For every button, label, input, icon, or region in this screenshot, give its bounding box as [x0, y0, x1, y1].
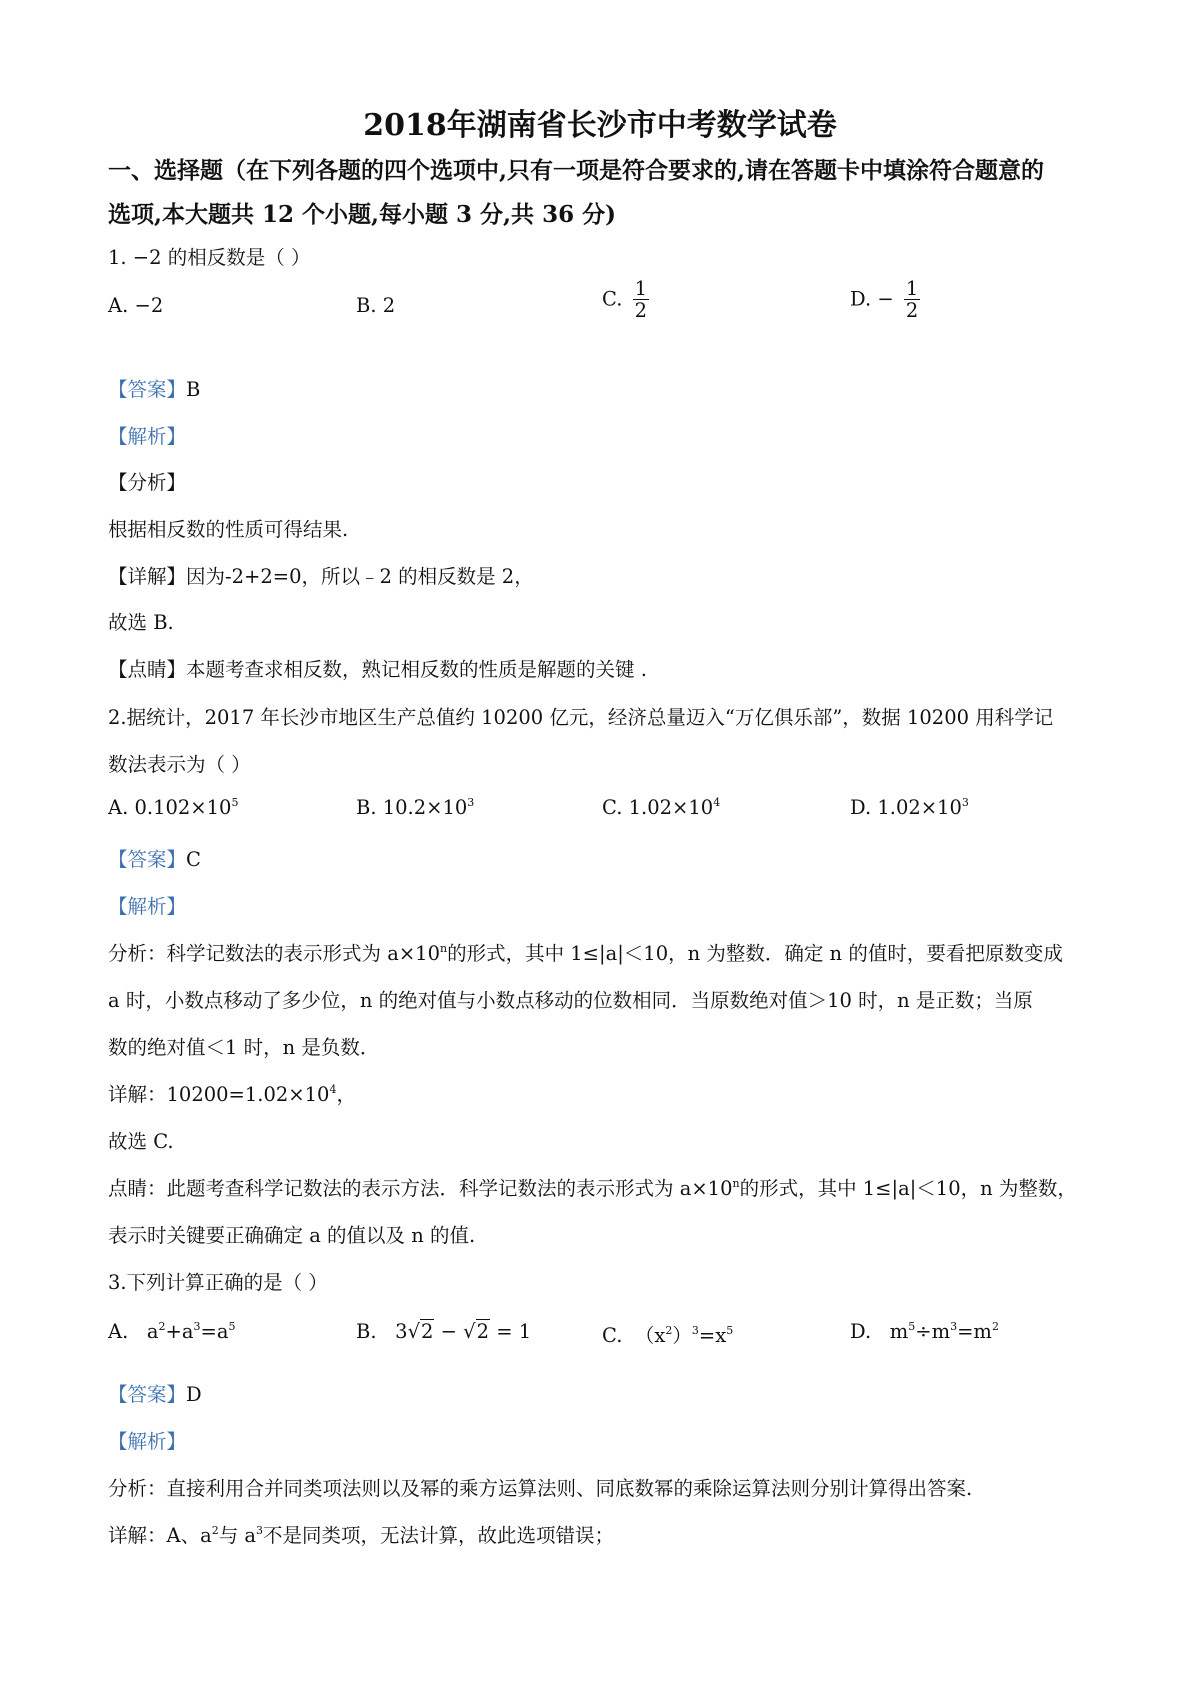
q2-answer-label: 【答案】 — [108, 848, 187, 871]
q2-comment-line2: 表示时关键要正确确定 a 的值以及 n 的值. — [108, 1224, 476, 1247]
q3-option-d-label: D. — [850, 1320, 872, 1343]
q3-option-b-radicand1: 2 — [421, 1320, 434, 1343]
q2-analysis-line1 — [108, 938, 1063, 966]
q3-detail-a: 详解：A、a — [108, 1524, 212, 1547]
q1-option-d — [850, 278, 920, 322]
page-title: 2018年湖南省长沙市中考数学试卷 — [363, 108, 837, 143]
q3-option-b-sqrt1: √2 — [407, 1320, 434, 1343]
q3-option-d-base1: m — [889, 1320, 909, 1343]
q2-answer — [108, 844, 201, 872]
q1-answer-value: B — [186, 378, 201, 401]
q1-detail — [108, 561, 534, 589]
q3-option-c-exp1: 2 — [665, 1324, 673, 1337]
q1-answer — [108, 374, 200, 402]
q3-option-d-exp3: 2 — [991, 1320, 999, 1333]
q1-answer-label: 【答案】 — [108, 378, 187, 401]
q1-option-c-numerator: 1 — [634, 277, 648, 300]
q2-comment-line1-b: 的形式，其中 1≤|a|＜10，n 为整数， — [739, 1177, 1077, 1200]
q3-option-b-label: B. — [356, 1320, 377, 1343]
q1-comment — [108, 654, 647, 682]
q3-option-c-exp3: 5 — [726, 1324, 734, 1337]
q3-option-c-base3: =x — [698, 1324, 727, 1347]
q3-detail — [108, 1520, 614, 1548]
q3-option-c-exp2: 3 — [691, 1324, 699, 1337]
q2-option-d-text: D. 1.02×10 — [850, 796, 962, 819]
q3-answer-label: 【答案】 — [108, 1383, 187, 1406]
q3-detail-exp1: 2 — [211, 1524, 219, 1537]
q2-stem-line1: 2.据统计，2017 年长沙市地区生产总值约 10200 亿元，经济总量迈入“万亿俱乐部”，数据 10200 用科学记 — [108, 706, 1054, 729]
q1-option-c-denominator: 2 — [634, 299, 648, 323]
q2-analysis-line1-a: 分析：科学记数法的表示形式为 a×10 — [108, 942, 440, 965]
q2-option-d — [850, 796, 969, 819]
q3-option-a-exp2: 3 — [193, 1320, 201, 1333]
q2-option-d-exp: 3 — [961, 796, 969, 809]
q2-analysis-label: 【解析】 — [108, 895, 187, 918]
section-heading-line1: 一、选择题（在下列各题的四个选项中,只有一项是符合要求的,请在答题卡中填涂符合题意的 — [108, 157, 1045, 184]
q1-fenxi-text: 根据相反数的性质可得结果. — [108, 518, 349, 541]
q1-option-d-denominator: 2 — [905, 299, 919, 323]
q2-analysis-line3: 数的绝对值＜1 时，n 是负数． — [108, 1036, 380, 1059]
q3-detail-exp2: 3 — [256, 1524, 264, 1537]
q3-option-b — [356, 1320, 531, 1343]
q2-analysis-line2: a 时，小数点移动了多少位，n 的绝对值与小数点移动的位数相同．当原数绝对值＞10 时，n 是正数；当原 — [108, 989, 1033, 1012]
q3-option-d-base2: ÷m — [915, 1320, 951, 1343]
q2-option-c — [602, 796, 720, 819]
q2-analysis-line1-exp: n — [439, 942, 448, 955]
q2-answer-value: C — [186, 848, 201, 871]
q1-stem: 1. −2 的相反数是（ ） — [108, 246, 311, 269]
q1-option-a: A. −2 — [108, 294, 164, 317]
q1-option-d-numerator: 1 — [905, 277, 919, 300]
q3-option-d-exp2: 3 — [950, 1320, 958, 1333]
q1-option-c-label: C. — [602, 287, 623, 311]
q3-option-b-result: = 1 — [490, 1320, 532, 1343]
q2-detail-b: ， — [336, 1083, 356, 1106]
q2-stem-line2: 数法表示为（ ） — [108, 753, 251, 776]
q1-comment-text: 本题考查求相反数，熟记相反数的性质是解题的关键 . — [186, 658, 647, 681]
q3-analysis: 分析：直接利用合并同类项法则以及幂的乘方运算法则、同底数幂的乘除运算法则分别计算得出答案. — [108, 1477, 973, 1500]
q3-option-a-exp1: 2 — [158, 1320, 166, 1333]
q3-option-a-base2: +a — [165, 1320, 194, 1343]
q1-conclusion: 故选 B. — [108, 611, 174, 634]
q1-option-d-label: D. − — [850, 287, 894, 311]
q3-option-c-label: C. — [602, 1324, 623, 1347]
q2-comment-line1-a: 点睛：此题考查科学记数法的表示方法．科学记数法的表示形式为 a×10 — [108, 1177, 733, 1200]
q2-detail — [108, 1079, 356, 1107]
q1-analysis-label: 【解析】 — [108, 425, 187, 448]
q3-answer — [108, 1379, 202, 1407]
q3-option-a-base1: a — [146, 1320, 159, 1343]
q1-option-c-fraction — [633, 278, 649, 322]
q2-detail-a: 详解：10200=1.02×10 — [108, 1083, 330, 1106]
q1-comment-label: 【点睛】 — [108, 658, 187, 681]
q2-option-c-exp: 4 — [713, 796, 721, 809]
q2-option-b — [356, 796, 474, 819]
q3-option-c-paren: ） — [672, 1324, 692, 1347]
q2-analysis-line1-b: 的形式，其中 1≤|a|＜10，n 为整数．确定 n 的值时，要看把原数变成 — [447, 942, 1063, 965]
q2-option-a — [108, 796, 238, 819]
q2-comment-line1-exp: n — [732, 1177, 740, 1190]
q3-option-d-base3: =m — [957, 1320, 992, 1343]
q1-detail-text: 因为-2+2=0，所以﹣2 的相反数是 2， — [186, 565, 534, 588]
q3-option-a-label: A. — [108, 1320, 129, 1343]
q2-option-c-text: C. 1.02×10 — [602, 796, 714, 819]
q3-detail-b: 与 a — [218, 1524, 257, 1547]
q3-answer-value: D — [186, 1383, 202, 1406]
q2-option-b-text: B. 10.2×10 — [356, 796, 468, 819]
q2-option-b-exp: 3 — [467, 796, 475, 809]
q3-detail-c: 不是同类项，无法计算，故此选项错误； — [263, 1524, 615, 1547]
q3-option-c — [602, 1320, 733, 1348]
q2-conclusion: 故选 C. — [108, 1130, 174, 1153]
q2-option-a-text: A. 0.102×10 — [108, 796, 232, 819]
q3-stem: 3.下列计算正确的是（ ） — [108, 1271, 328, 1294]
q3-option-a-base3: =a — [200, 1320, 229, 1343]
q2-option-a-exp: 5 — [231, 796, 239, 809]
q1-option-d-fraction — [904, 278, 920, 322]
q3-option-b-minus: − — [434, 1320, 464, 1343]
q2-comment-line1 — [108, 1173, 1077, 1201]
q3-option-a — [108, 1320, 235, 1343]
q3-option-b-radicand2: 2 — [476, 1320, 490, 1343]
q3-option-b-sqrt2: √2 — [463, 1320, 490, 1343]
section-heading-line2: 选项,本大题共 12 个小题,每小题 3 分,共 36 分) — [108, 201, 616, 228]
q3-option-b-coef: 3 — [395, 1320, 408, 1343]
q3-analysis-label: 【解析】 — [108, 1430, 187, 1453]
q1-detail-label: 【详解】 — [108, 565, 187, 588]
q1-fenxi-label: 【分析】 — [108, 471, 187, 494]
q3-option-d-exp1: 5 — [908, 1320, 916, 1333]
q1-option-c — [602, 278, 649, 322]
q3-option-c-base1: （x — [634, 1324, 666, 1347]
q1-option-b: B. 2 — [356, 294, 396, 317]
q2-detail-exp: 4 — [329, 1083, 337, 1096]
q3-option-d — [850, 1320, 999, 1343]
q3-option-a-exp3: 5 — [228, 1320, 236, 1333]
